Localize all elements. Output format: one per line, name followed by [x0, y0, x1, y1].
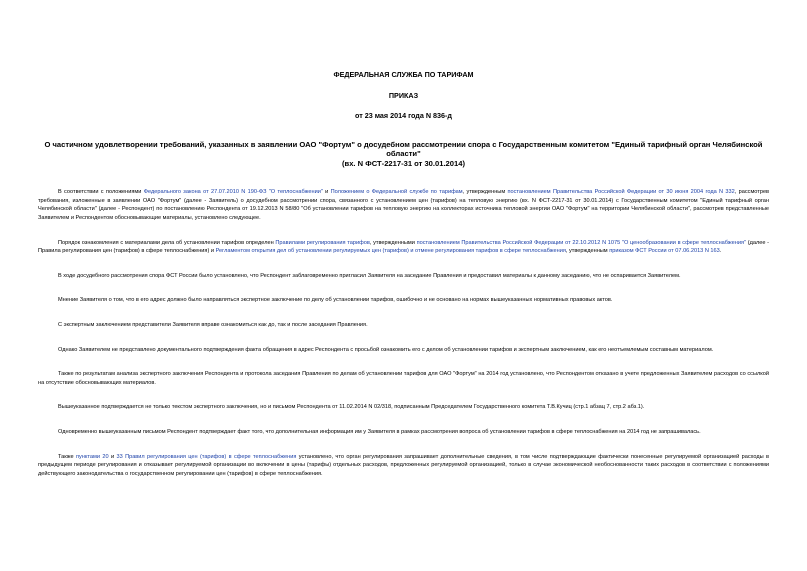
link-law-190fz[interactable]: Федерального закона от 27.07.2010 N 190-ФЗ "О теплоснабжении" — [143, 189, 323, 196]
doc-title-line1: О частичном удовлетворении требований, указанных в заявлении ОАО "Фортум" о досудебном рассмотрении спора с Государственным комитетом "Единый тарифный орган Челябинской области" — [44, 140, 763, 159]
text: установлено, что орган регулирования запрашивает дополнительные сведения, в том числе подтверждающие фактически понесенные регулируемой организацией расходы в предыдущем периоде регулирования и отказывает регулируемой организации во включении в цены (тарифы) отдельных расходов, предложенных регулируемой организацией, только в случае экономической необоснованности таких расходов в соответствии с положениями действующего законодательства о государственном регулировании цен (тарифов) в сфере теплоснабжения. — [38, 453, 769, 477]
paragraph-1 — [38, 188, 769, 222]
text: , утвержденным — [462, 189, 508, 196]
doc-type: ПРИКАЗ — [388, 91, 419, 100]
link-fst-order-163[interactable]: приказом ФСТ России от 07.06.2013 N 163 — [609, 248, 720, 255]
paragraph-10 — [38, 453, 769, 479]
doc-title — [38, 140, 769, 168]
paragraph-2 — [38, 239, 769, 256]
link-fst-regulation[interactable]: Положением о Федеральной службе по тарифам — [330, 189, 463, 196]
paragraph-5: С экспертным заключением представители Заявителя вправе ознакомиться как до, так и после заседания Правления. — [58, 321, 368, 328]
link-point-33-rules[interactable]: 33 Правил регулирования цен (тарифов) в сфере теплоснабжения — [116, 453, 297, 460]
link-gov-resolution-1075[interactable]: постановлением Правительства Российской Федерации от 22.10.2012 N 1075 "О ценообразовании в сфере теплоснабжения" — [416, 239, 747, 246]
doc-title-line2: (вх. N ФСТ-2217-31 от 30.01.2014) — [342, 158, 465, 168]
paragraph-9: Одновременно вышеуказанным письмом Респондент подтверждает факт того, что дополнительная информация им у Заявителя в рамках рассмотрения вопроса об установлении тарифов в сфере теплоснабжения на 2014 год не запрашивалась. — [58, 428, 701, 435]
paragraph-7: Также по результатам анализа экспертного заключения Респондента и протокола заседания Правления по делам об установлении тарифов для ОАО "Фортум" на 2014 год установлено, что Респондентом отказано в учете предложенных Заявителем расходов со ссылкой на отсутствие обосновывающих материалов. — [38, 371, 769, 386]
paragraph-3: В ходе досудебного рассмотрения спора ФСТ России было установлено, что Респондент заблаговременно пригласил Заявителя на заседание Правления и предоставил материалы к данному заседанию, что не оспаривается Заявителем. — [58, 272, 681, 279]
text: (далее - Правила регулирования цен (тарифов) в сфере теплоснабжения) и — [38, 239, 770, 255]
paragraph-6: Однако Заявителем не представлено документального подтверждения факта обращения в адрес Респондента с просьбой ознакомить его с делом об установлении тарифов и экспертным заключением, как его неотъемлемым составным материалом. — [58, 346, 714, 353]
link-gov-resolution-332[interactable]: постановлением Правительства Российской Федерации от 30 июня 2004 года N 332 — [507, 189, 735, 196]
paragraph-4: Мнение Заявителя о том, что в его адрес должно было направляться экспертное заключение по делу об установлении тарифов, ошибочно и не основано на нормах вышеуказанных нормативных правовых актов. — [58, 297, 613, 304]
text: , утвержденным — [565, 248, 610, 255]
link-point-20[interactable]: пунктами 20 — [75, 453, 109, 460]
link-reglament[interactable]: Регламентом открытия дел об установлении регулируемых цен (тарифов) и отмене регулирования тарифов в сфере теплоснабжения — [215, 248, 566, 255]
text: и — [108, 453, 117, 460]
text: , рассмотрев требования, изложенные в заявлении ОАО "Фортум" (далее - Заявитель) о досудебном рассмотрении спора, связанного с установлением цен (тарифов) на тепловую энергию (вх. N ФСТ-2217-31 от 30.01.2014) с Государственным комитетом "Единый тарифный орган Челябинской области" (далее - Респондент) по постановлению Респондента от 19.12.2013 N 58/80 "Об установлении тарифов на тепловую энергию на коллекторах источника тепловой энергии ОАО "Фортум" на территории Челябинской области", рассмотрев представленные Заявителем и Респондентом обосновывающие материалы, установлено следующее. — [38, 189, 770, 221]
link-tariff-rules[interactable]: Правилами регулирования тарифов — [275, 239, 370, 246]
text: , утвержденными — [369, 239, 417, 246]
doc-body — [38, 188, 769, 478]
text: Также — [58, 453, 76, 460]
doc-date-number: от 23 мая 2014 года N 836-д — [354, 111, 452, 120]
paragraph-8: Вышеуказанное подтверждается не только текстом экспертного заключения, но и письмом Респондента от 11.02.2014 N 02/318, подписанным Председателем Государственного комитета Т.В.Кучиц (стр.1 абзац 7, стр.2 абз.1). — [58, 404, 645, 411]
text: Порядок ознакомления с материалами дела об установлении тарифов определен — [58, 239, 276, 246]
org-name: ФЕДЕРАЛЬНАЯ СЛУЖБА ПО ТАРИФАМ — [333, 70, 474, 79]
text: и — [322, 189, 331, 196]
text: В соответствии с положениями — [58, 189, 144, 196]
text: . — [719, 248, 722, 255]
